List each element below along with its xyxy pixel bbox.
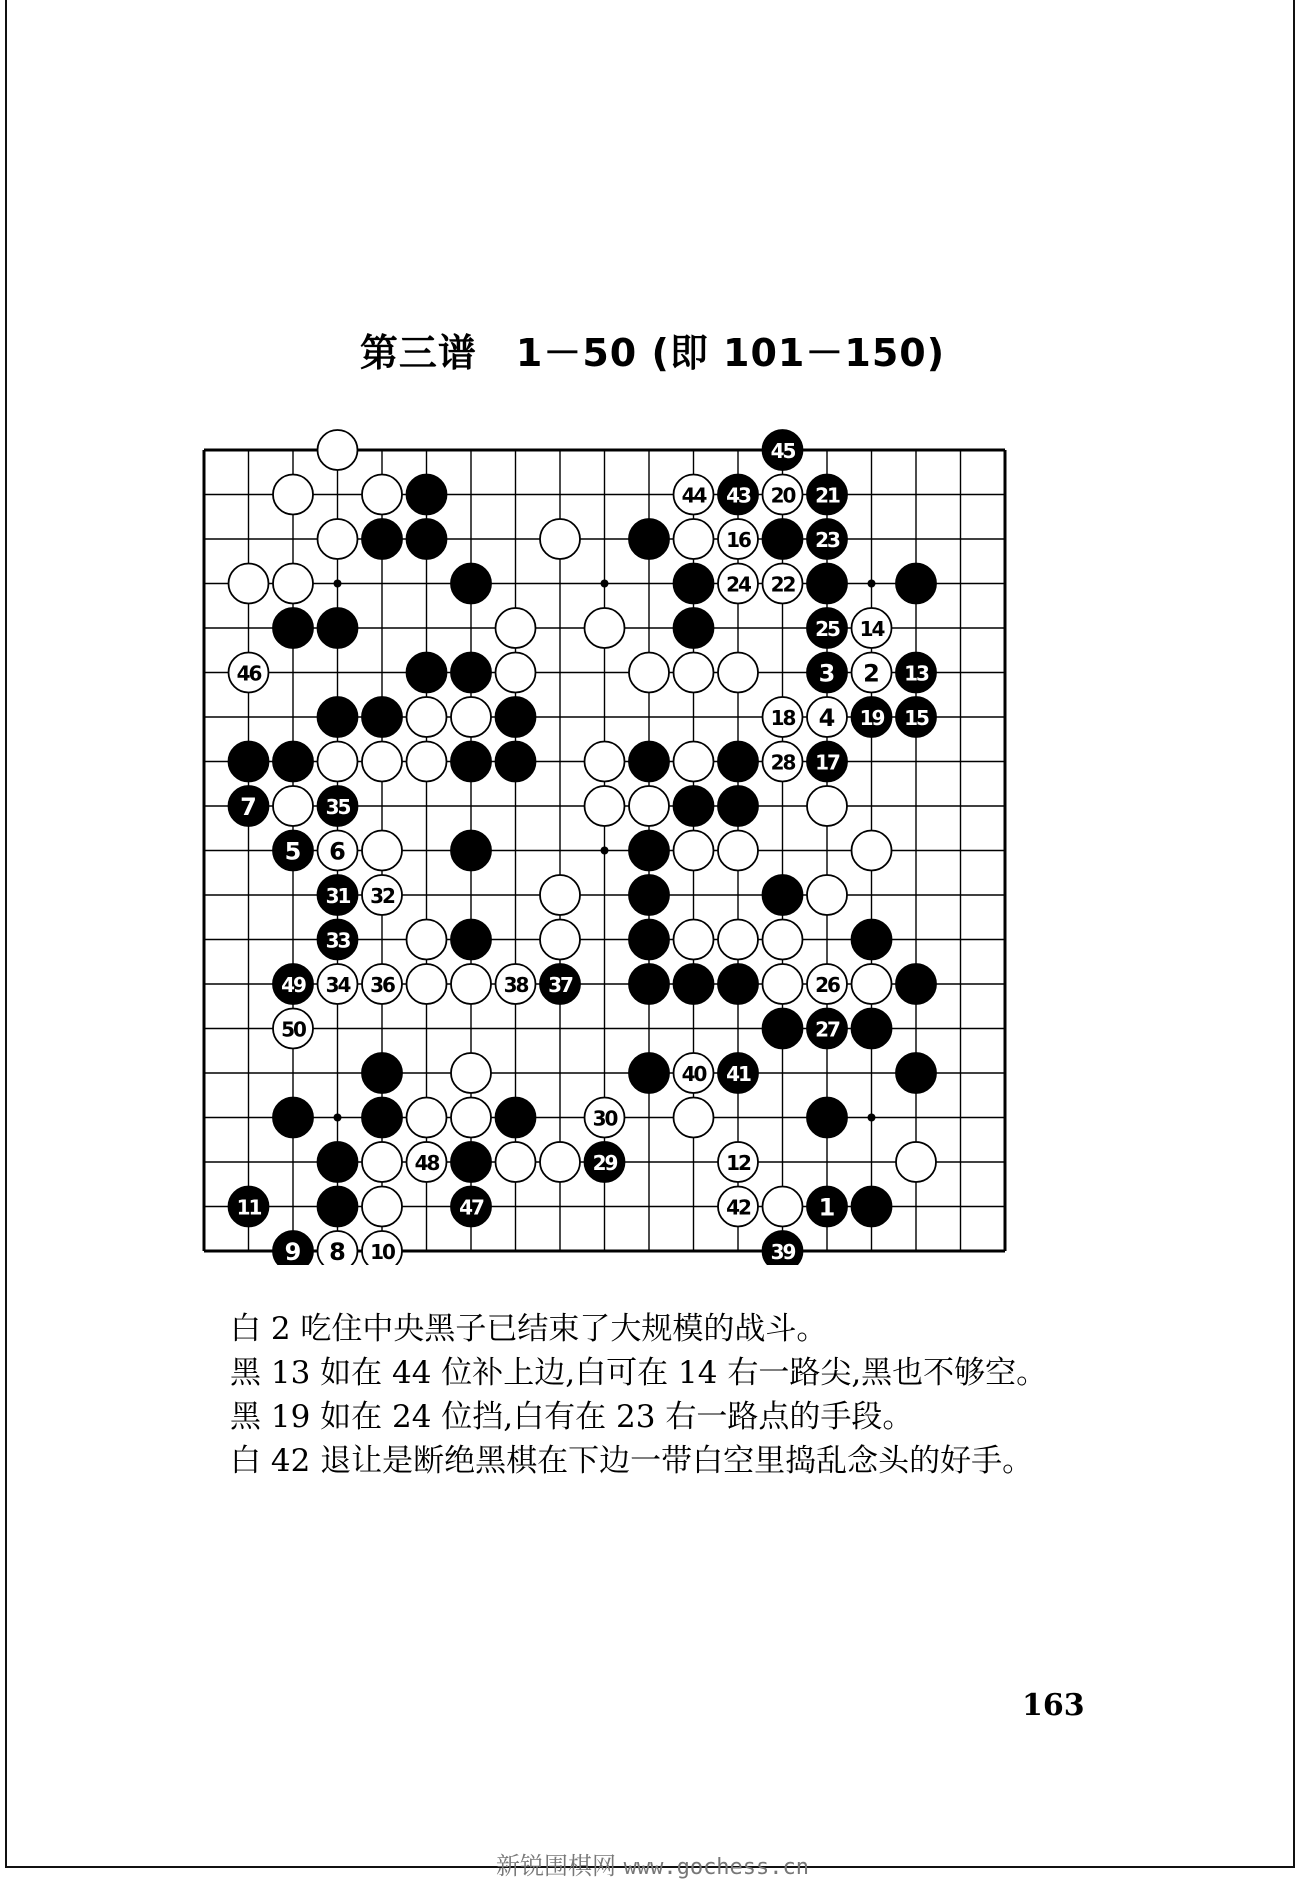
white-stone [852, 964, 892, 1004]
black-stone [496, 742, 536, 782]
move-number-label: 21 [815, 483, 839, 508]
black-stone [407, 519, 447, 559]
white-stone [407, 964, 447, 1004]
white-stone [674, 920, 714, 960]
black-stone [629, 920, 669, 960]
white-stone [362, 1187, 402, 1227]
black-stone [807, 564, 847, 604]
white-stone [540, 519, 580, 559]
move-number-label: 26 [815, 973, 839, 997]
go-board-diagram [180, 425, 1060, 1265]
star-point [868, 1114, 876, 1122]
black-stone [629, 519, 669, 559]
black-stone [763, 875, 803, 915]
black-stone [318, 1142, 358, 1182]
black-stone [407, 475, 447, 515]
move-number-label: 5 [284, 837, 302, 866]
move-number-label: 31 [325, 884, 350, 908]
move-number-label: 10 [370, 1240, 394, 1264]
black-stone [674, 564, 714, 604]
move-number-label: 50 [281, 1017, 305, 1042]
move-number-label: 35 [325, 795, 350, 819]
move-number-label: 42 [726, 1195, 750, 1220]
white-stone [496, 653, 536, 693]
black-stone [362, 1053, 402, 1093]
black-stone [852, 920, 892, 960]
move-number-label: 8 [329, 1238, 346, 1265]
move-number-label: 43 [726, 483, 750, 508]
move-number-label: 2 [863, 659, 880, 688]
move-number-label: 3 [818, 659, 836, 688]
white-stone [763, 1187, 803, 1227]
white-stone [807, 875, 847, 915]
white-stone [540, 875, 580, 915]
comment-line-2: 黑 13 如在 44 位补上边,白可在 14 右一路尖,黑也不够空。 [230, 1355, 1048, 1391]
white-stone [674, 831, 714, 871]
black-stone [807, 1098, 847, 1138]
white-stone [674, 742, 714, 782]
black-stone [718, 742, 758, 782]
white-stone [585, 742, 625, 782]
white-stone [318, 742, 358, 782]
commentary [230, 1307, 1130, 1483]
black-stone [318, 697, 358, 737]
diagram-title: 第三谱 1－50 (即 101－150) [359, 331, 946, 375]
move-number-label: 38 [503, 973, 528, 997]
black-stone [763, 1009, 803, 1049]
white-stone [629, 786, 669, 826]
black-stone [629, 875, 669, 915]
white-stone [451, 1053, 491, 1093]
white-stone [585, 786, 625, 826]
move-number-label: 25 [815, 617, 839, 641]
black-stone [896, 964, 936, 1004]
white-stone [674, 519, 714, 559]
black-stone [451, 742, 491, 782]
black-stone [629, 1053, 669, 1093]
black-stone [629, 964, 669, 1004]
black-stone [451, 920, 491, 960]
white-stone [318, 519, 358, 559]
black-stone [451, 653, 491, 693]
white-stone [273, 564, 313, 604]
star-point [334, 580, 342, 588]
black-stone [763, 519, 803, 559]
move-number-label: 15 [904, 706, 928, 730]
black-stone [896, 564, 936, 604]
move-number-label: 48 [414, 1151, 439, 1175]
white-stone [496, 1142, 536, 1182]
black-stone [629, 742, 669, 782]
black-stone [674, 786, 714, 826]
footer-site-name: 新锐围棋网 [495, 1852, 616, 1880]
move-number-label: 47 [459, 1195, 483, 1220]
move-number-label: 37 [548, 973, 572, 997]
move-number-label: 39 [770, 1240, 795, 1264]
white-stone [362, 475, 402, 515]
black-stone [362, 519, 402, 559]
move-number-label: 16 [726, 528, 750, 552]
move-number-label: 33 [325, 928, 350, 953]
white-stone [407, 697, 447, 737]
move-number-label: 4 [818, 704, 836, 732]
black-stone [273, 742, 313, 782]
move-number-label: 30 [592, 1106, 617, 1131]
move-number-label: 32 [370, 884, 394, 908]
black-stone [273, 608, 313, 648]
move-number-label: 6 [329, 837, 346, 866]
white-stone [674, 653, 714, 693]
comment-line-4: 白 42 退让是断绝黑棋在下边一带白空里捣乱念头的好手。 [230, 1443, 1034, 1479]
move-number-label: 12 [726, 1151, 750, 1175]
comment-line-3: 黑 19 如在 24 位挡,白有在 23 右一路点的手段。 [230, 1399, 914, 1435]
comment-line-1: 白 2 吃住中央黑子已结束了大规模的战斗。 [230, 1311, 828, 1347]
black-stone [318, 1187, 358, 1227]
move-number-label: 11 [236, 1195, 261, 1220]
move-number-label: 7 [240, 793, 257, 821]
move-number-label: 23 [815, 528, 839, 552]
star-point [868, 580, 876, 588]
move-number-label: 17 [815, 750, 839, 775]
white-stone [763, 920, 803, 960]
stones [229, 430, 937, 1265]
move-number-label: 40 [681, 1062, 706, 1086]
white-stone [451, 964, 491, 1004]
white-stone [674, 1098, 714, 1138]
move-number-label: 19 [859, 706, 884, 730]
white-stone [318, 430, 358, 470]
white-stone [718, 831, 758, 871]
move-number-label: 20 [770, 483, 795, 508]
black-stone [407, 653, 447, 693]
white-stone [585, 608, 625, 648]
black-stone [229, 742, 269, 782]
white-stone [540, 920, 580, 960]
white-stone [362, 831, 402, 871]
move-number-label: 45 [770, 439, 795, 463]
white-stone [718, 920, 758, 960]
white-stone [407, 1098, 447, 1138]
star-point [601, 847, 609, 855]
move-number-label: 18 [770, 706, 795, 730]
move-number-label: 41 [726, 1062, 750, 1086]
black-stone [718, 786, 758, 826]
white-stone [362, 742, 402, 782]
black-stone [896, 1053, 936, 1093]
move-number-label: 29 [592, 1151, 617, 1175]
move-number-label: 49 [281, 973, 305, 997]
move-number-label: 14 [859, 617, 884, 641]
move-number-label: 44 [681, 483, 706, 508]
move-number-label: 24 [726, 572, 750, 597]
black-stone [674, 964, 714, 1004]
footer-url: www.gochess.cn [623, 1855, 810, 1880]
white-stone [273, 786, 313, 826]
white-stone [852, 831, 892, 871]
white-stone [807, 786, 847, 826]
move-number-label: 22 [770, 572, 795, 597]
black-stone [273, 1098, 313, 1138]
black-stone [318, 608, 358, 648]
move-number-label: 28 [770, 750, 795, 775]
black-stone [362, 697, 402, 737]
white-stone [896, 1142, 936, 1182]
black-stone [451, 831, 491, 871]
go-board [180, 425, 1060, 1265]
white-stone [540, 1142, 580, 1182]
star-point [601, 580, 609, 588]
black-stone [451, 564, 491, 604]
move-number-label: 36 [370, 973, 394, 997]
black-stone [629, 831, 669, 871]
white-stone [407, 920, 447, 960]
white-stone [407, 742, 447, 782]
star-point [334, 1114, 342, 1122]
white-stone [496, 608, 536, 648]
white-stone [763, 964, 803, 1004]
black-stone [718, 964, 758, 1004]
black-stone [362, 1098, 402, 1138]
move-number-label: 27 [815, 1017, 839, 1042]
white-stone [718, 653, 758, 693]
white-stone [229, 564, 269, 604]
move-number-label: 46 [236, 661, 261, 686]
black-stone [496, 1098, 536, 1138]
black-stone [496, 697, 536, 737]
black-stone [451, 1142, 491, 1182]
move-number-label: 13 [904, 661, 928, 686]
move-number-label: 9 [284, 1238, 302, 1265]
white-stone [629, 653, 669, 693]
move-number-label: 1 [818, 1193, 836, 1222]
page-number: 163 [1022, 1688, 1085, 1723]
black-stone [852, 1187, 892, 1227]
white-stone [451, 1098, 491, 1138]
black-stone [852, 1009, 892, 1049]
black-stone [674, 608, 714, 648]
white-stone [451, 697, 491, 737]
white-stone [362, 1142, 402, 1182]
move-number-label: 34 [325, 973, 350, 997]
white-stone [273, 475, 313, 515]
watermark-footer [0, 1846, 1305, 1881]
